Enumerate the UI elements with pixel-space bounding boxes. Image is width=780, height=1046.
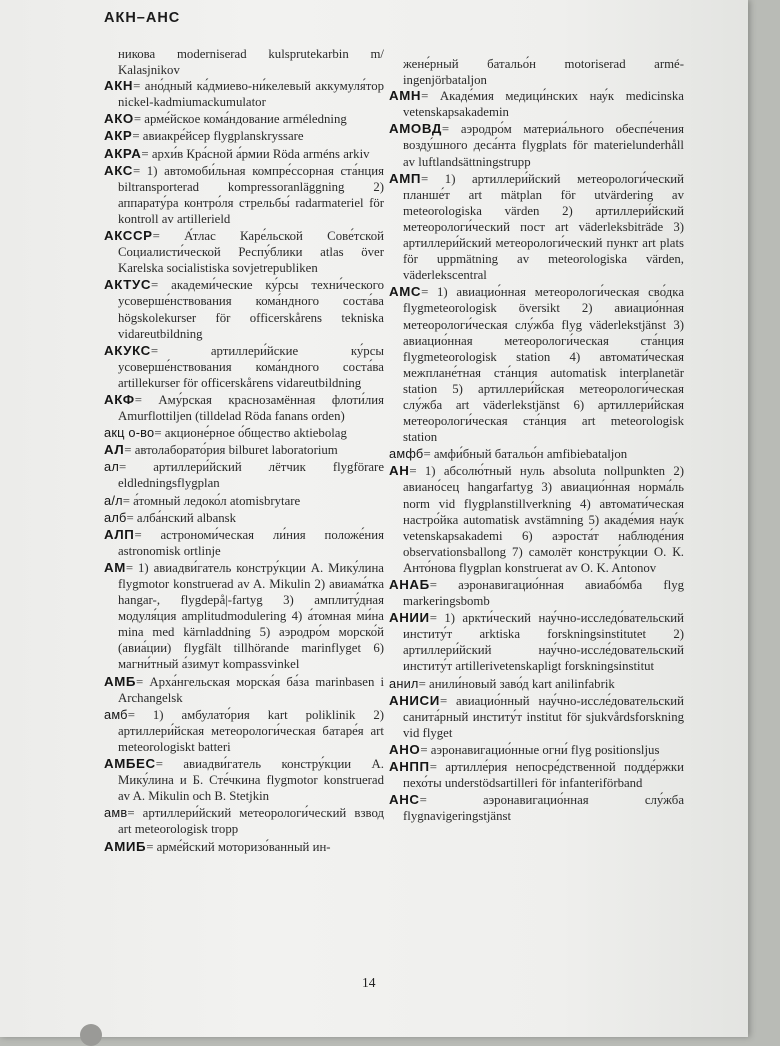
page-corner-shadow <box>80 1024 102 1046</box>
entry-definition: = астрономи́ческая ли́ния положе́ния astronomisk ortlinje <box>118 527 384 558</box>
entry-headword: АЛ <box>104 442 125 458</box>
entry-definition: = артиллери́йские ку́рсы усоверше́нствования кома́ндного соста́ва artillekurser för officerskårens vidareutbildning <box>118 343 384 390</box>
entry-headword: амфб <box>389 446 424 462</box>
entry-definition: = архи́в Кра́сной а́рмии Röda arméns arkiv <box>141 146 370 161</box>
entry-headword: АКР <box>104 128 133 144</box>
entry-definition: = артилле́рия непосре́дственной подде́ржки пехо́ты understödsartilleri för infanteriförband <box>403 760 684 791</box>
dictionary-entry <box>104 493 384 509</box>
dictionary-entry <box>389 463 684 576</box>
entry-headword: алб <box>104 509 127 525</box>
entry-headword: АКС <box>104 162 133 178</box>
entry-definition: = арме́йское кома́ндование arméledning <box>133 112 347 127</box>
right-column <box>389 56 684 825</box>
dictionary-entry <box>104 674 384 706</box>
dictionary-entry <box>389 610 684 674</box>
dictionary-entry <box>104 78 384 110</box>
dictionary-entry <box>389 171 684 284</box>
dictionary-entry <box>389 742 684 758</box>
dictionary-entry <box>104 425 384 441</box>
entry-headword: АМОВД <box>389 121 442 137</box>
dictionary-entry <box>104 839 384 855</box>
entry-headword: АНС <box>389 792 420 808</box>
entry-headword: АНИИ <box>389 610 430 626</box>
left-continuation: никова moderniserad kulsprutekarbin m/ Kalasjnikov <box>118 47 384 78</box>
dictionary-entry <box>389 446 684 462</box>
entry-definition: = авиакре́йсер flygplanskryssare <box>132 129 304 144</box>
entry-definition: = Акаде́мия медици́нских нау́к medicinska vetenskapsakademin <box>403 89 684 120</box>
entry-definition: = а́томный ледоко́л atomisbrytare <box>122 493 301 508</box>
dictionary-entry <box>104 111 384 127</box>
dictionary-entry <box>104 277 384 341</box>
entry-definition: = авиацио́нный нау́чно-иссле́довательский санита́рный институ́т institut för sjukvårdsforskning vid flyget <box>403 693 684 740</box>
dictionary-entry <box>389 577 684 609</box>
dictionary-entry <box>104 146 384 162</box>
entry-headword: АНАБ <box>389 577 430 592</box>
left-column <box>104 46 384 856</box>
entry-definition: = 1) авиадви́гатель констру́кции А. Мику́лина flygmotor konstruerad av A. Mikulin 2) авиама́тка hangar-, flygdepå|-fartyg 3) амплиту́дная модуля́ция amplitudmodulering 4) а́томная ми́на mina med kärnladdning 5) аэродро́м морско́й (авиа́ции) flygfält tillhörande marinflyget 6) магни́тный а́зимут kompassvinkel <box>118 560 384 672</box>
dictionary-entry <box>389 693 684 741</box>
entry-headword: АКССР <box>104 228 153 244</box>
right-continuation: жене́рный батальо́н motoriserad armé-ingenjörbataljon <box>403 57 684 88</box>
entry-definition: = аэронавигацио́нная слу́жба flygnavigeringstjänst <box>403 793 684 824</box>
dictionary-entry <box>104 128 384 144</box>
entry-headword: АЛП <box>104 526 135 542</box>
entry-definition: = 1) артиллери́йский метеорологи́ческий планше́т art mätplan för utvärdering av meteorologiska värden 2) артиллери́йский метеорологи́ческий пост art väderleksbiträde 3) артиллери́йский метеорологи́ческий пункт art plats för uppmätning av meteorologiska värden, väderlekscentral <box>403 171 684 283</box>
dictionary-entry <box>389 792 684 824</box>
entry-headword: АМП <box>389 170 422 186</box>
entry-definition: = 1) амбулато́рия kart poliklinik 2) артиллери́йская метеорологи́ческая батаре́я art meteorologiskt batteri <box>118 707 384 754</box>
entry-headword: АКРА <box>104 145 142 161</box>
entry-headword: АМИБ <box>104 838 147 854</box>
entry-headword: амв <box>104 805 128 821</box>
dictionary-entry <box>104 805 384 837</box>
entry-definition: = 1) абсолю́тный нуль absoluta nollpunkten 2) авиано́сец hangarfartyg 3) авиацио́нная норма́ль norm vid flygplanstillverkning 4) автомати́ческая настро́йка automatisk avstämning 5) акаде́мия нау́к vetenskapsakademi 6) аэроста́т наблюде́ния observationsballong 7) самолёт констру́кции О. К. Анто́нова flygplan konstruerat av O. K. Antonov <box>403 464 684 575</box>
entry-headword: акц о-во <box>104 425 155 441</box>
entry-definition: = аэронавигацио́нные огни́ flyg positionsljus <box>420 742 660 757</box>
dictionary-entry <box>104 756 384 804</box>
dictionary-entry <box>104 343 384 391</box>
entry-definition: = 1) аркти́ческий нау́чно-исследо́вательский институ́т arktiska forskningsinstitutet 2) артиллери́йский нау́чно-иссле́довательский институ́т artillerivetenskapligt forskningsinstitut <box>403 611 684 674</box>
entry-headword: АКТУС <box>104 277 152 293</box>
entry-definition: = акционе́рное о́бщество aktiebolag <box>154 426 347 441</box>
dictionary-entry <box>389 121 684 169</box>
entry-definition: = арме́йский моторизо́ванный ин- <box>146 839 331 854</box>
entry-headword: АКН <box>104 78 134 94</box>
entry-headword: АМН <box>389 88 422 104</box>
entry-headword: анил <box>389 675 419 691</box>
entry-headword: АНПП <box>389 759 430 775</box>
entry-definition: = артиллери́йский метеорологи́ческий взвод art meteorologisk tropp <box>118 806 384 837</box>
entry-headword: АМ <box>104 559 126 575</box>
dictionary-entry <box>104 392 384 424</box>
entry-definition: = Аму́рская краснозамённая флоти́лия Amurflottiljen (tilldelad Röda fanans orden) <box>118 392 384 424</box>
dictionary-entry <box>104 527 384 559</box>
entry-definition: = А́тлас Каре́льской Сове́тской Социалисти́ческой Респу́блики atlas över Karelska socialistiska sovjetrepubliken <box>118 229 384 276</box>
entry-definition: = академи́ческие ку́рсы техни́ческого усоверше́нствования кома́ндного соста́ва högskolekurser för officerskårens tekniska vidareutbildning <box>118 278 384 341</box>
entry-definition: = автолаборато́рия bilburet laboratorium <box>124 443 338 458</box>
entry-definition: = анили́новый заво́д kart anilinfabrik <box>418 676 615 691</box>
dictionary-entry <box>104 560 384 673</box>
entry-headword: АН <box>389 463 410 479</box>
entry-definition: = авиадви́гатель констру́кции А. Мику́лина и Б. Сте́чкина flygmotor konstruerad av A. Mikulin och B. Stetjkin <box>118 757 384 804</box>
page-number: 14 <box>362 975 376 990</box>
dictionary-entry <box>104 228 384 276</box>
entry-headword: АКУКС <box>104 342 151 358</box>
dictionary-entry <box>104 707 384 755</box>
dictionary-entry <box>389 759 684 791</box>
entry-definition: = амфи́бный батальо́н amfibiebataljon <box>423 447 628 462</box>
dictionary-entry <box>104 459 384 491</box>
entry-definition: = 1) автомоби́льная компре́ссорная ста́нция biltransporterad kompressoranläggning 2) аппарату́ра контро́ля стрельбы́ radarmateriel för kontroll av artillerield <box>118 163 384 226</box>
entry-headword: ал <box>104 459 119 475</box>
dictionary-entry <box>104 163 384 227</box>
entry-definition: = артиллери́йский лётчик flygförare eldledningsflygplan <box>118 460 384 491</box>
entry-headword: а/л <box>104 492 123 508</box>
page-header: АКН–АНС <box>104 10 181 26</box>
dictionary-entry <box>104 510 384 526</box>
entry-headword: АНИСИ <box>389 692 440 708</box>
entry-headword: АКФ <box>104 391 135 407</box>
entry-definition: = аэродро́м материа́льного обеспе́чения возду́шного деса́нта flygplats för materielunderhåll av luftlandsättningstrupp <box>403 122 684 169</box>
dictionary-entry <box>389 676 684 692</box>
entry-definition: = Арха́нгельская морска́я ба́за marinbasen i Archangelsk <box>118 674 384 705</box>
dictionary-entry <box>389 284 684 445</box>
entry-headword: АНО <box>389 741 421 757</box>
entry-definition: = 1) авиацио́нная метеорологи́ческая сво́дка flygmeteorologisk översikt 2) авиацио́нная метеорологи́ческая слу́жба flyg väderlekstjänst 3) авиацио́нная метеорологи́ческая ста́нция flygmeteorologisk station 4) автомати́ческая межплане́тная ста́нция automatisk interplanetär station 5) артиллери́йская метеорологи́ческая слу́жба art väderlekstjänst 6) артиллери́йская метеорологи́ческая ста́нция art meteorologisk station <box>403 285 684 445</box>
dictionary-entry <box>104 442 384 458</box>
entry-headword: АКО <box>104 111 134 127</box>
entry-headword: АМБЕС <box>104 756 156 772</box>
entry-headword: амб <box>104 706 128 722</box>
entry-headword: АМБ <box>104 673 137 689</box>
entry-headword: АМС <box>389 284 422 300</box>
dictionary-entry <box>389 88 684 120</box>
entry-definition: = аэронавигацио́нная авиабо́мба flyg markeringsbomb <box>403 578 684 609</box>
entry-definition: = ано́дный ка́дмиево-ни́келевый аккумуля́тор nickel-kadmiumackumulator <box>118 79 384 110</box>
entry-definition: = алба́нский albansk <box>126 510 237 525</box>
